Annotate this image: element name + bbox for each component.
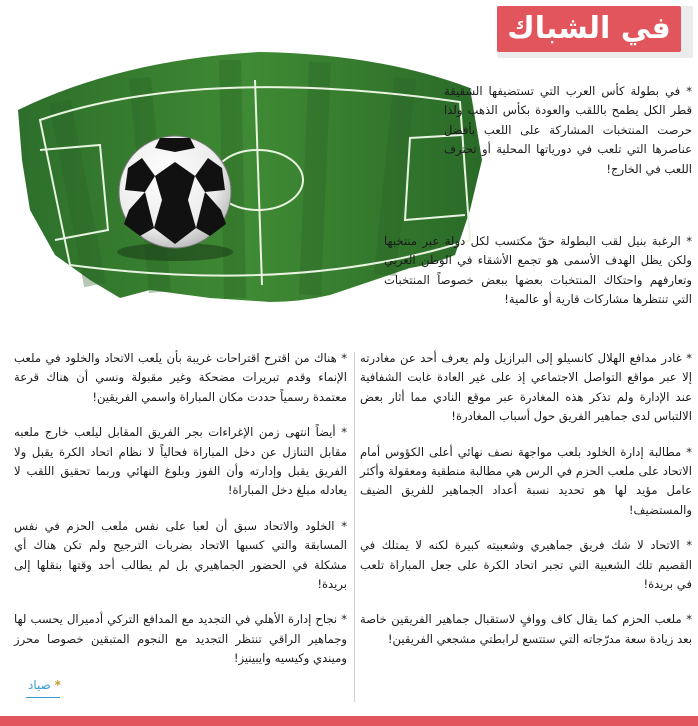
paragraph: * ملعب الحزم كما يقال كاف ووافٍ لاستقبال جماهير الفريقين خاصة بعد زيادة سعة مدرّجاته التي ستتسع لرابطتي مشجعي الفريقين! xyxy=(360,612,692,646)
intro-paragraph-2 xyxy=(384,232,692,326)
author-signature xyxy=(28,678,61,692)
section-title: في الشباك xyxy=(497,6,681,52)
soccer-ball-icon xyxy=(119,136,231,248)
column-divider xyxy=(354,352,355,702)
left-column xyxy=(14,349,347,685)
right-column xyxy=(360,349,692,665)
intro-text-2: * الرغبة بنيل لقب البطولة حقّ مكتسب لكل دولة عبر منتخبها ولكن يظل الهدف الأسمى هو تجمع الأشقاء في الوطن العربي وتعارفهم واحتكاك المنتخبات بعضها ببعض خصوصاً المنتخبات التي تنتظرها مشاركات قارية أو عالمية! xyxy=(384,234,692,307)
paragraph: * نجاح إدارة الأهلي في التجديد مع المدافع التركي أدميرال يحسب لها وجماهير الراقي تنتظر التجديد مع النجوم المتبقين خصوصا محرز وميندي وكيسيه وايبينيز! xyxy=(14,612,347,666)
intro-text-1: * في بطولة كأس العرب التي تستضيفها الشقيقة قطر الكل يطمح باللقب والعودة بكأس الذهب ولذا حرصت المنتخبات المشاركة على اللعب بأفضل عناصرها التي تلعب في دورياتها المحلية أو تحترف اللعب في الخارج! xyxy=(444,84,692,176)
bottom-accent-bar xyxy=(0,716,698,726)
author-underline xyxy=(26,697,60,698)
paragraph: * الخلود والاتحاد سبق أن لعبا على نفس ملعب الحزم في نفس المسابقة والتي كسبها الاتحاد بضربات الترجيح ولم تكن هناك أي مشكلة في الحضور الجماهيري بل لم يطالب أحد وقتها بنقلها إلى بريدة! xyxy=(14,518,347,592)
author-asterisk: * xyxy=(54,678,61,692)
intro-paragraph-1 xyxy=(444,82,692,195)
paragraph: * هناك من اقترح اقتراحات غريبة بأن يلعب الاتحاد والخلود في ملعب الإنماء وقدم تبريرات مضحكة وغير مقبولة ونسي أن هناك قرعة معتمدة رسمياً حددت مكان المباراة واسمي الفريقين! xyxy=(14,351,347,404)
paragraph: * مطالبة إدارة الخلود بلعب مواجهة نصف نهائي أعلى الكؤوس أمام الاتحاد على ملعب الحزم في الرس هي مطالبة منطقية ومعقولة وأكثر عامل مؤيد لها هو تحديد نسبة أعداد الجماهير للفريق الضيف والمستضيف! xyxy=(360,444,692,517)
paragraph: * الاتحاد لا شك فريق جماهيري وشعبيته كبيرة لكنه لا يمتلك في القصيم تلك الشعبية التي تجبر اتحاد الكرة على جعل المباراة تلعب في بريدة! xyxy=(360,538,692,592)
paragraph: * غادر مدافع الهلال كانسيلو إلى البرازيل ولم يعرف أحد عن مغادرته إلا عبر مواقع التواصل الاجتماعي إذ على غير العادة غابت الشفافية عند الإدارة ولم تذكر هذه المغادرة عبر موقع النادي مما أثار بعض الالتباس لدى جماهير الفريق حول أسباب المغادرة! xyxy=(360,351,692,424)
author-name: صياد xyxy=(28,678,51,692)
paragraph: * أيضاً انتهى زمن الإغراءات بجر الفريق المقابل ليلعب خارج ملعبه مقابل التنازل عن دخل المباراة فحالياً لا نظام اتحاد الكرة يقبل ولا الفريق يقبل وإدارته وأن الفوز وبلوغ النهائي وربما تحقيق اللقب لا يعادله مبلغ دخل المباراة! xyxy=(14,425,347,498)
